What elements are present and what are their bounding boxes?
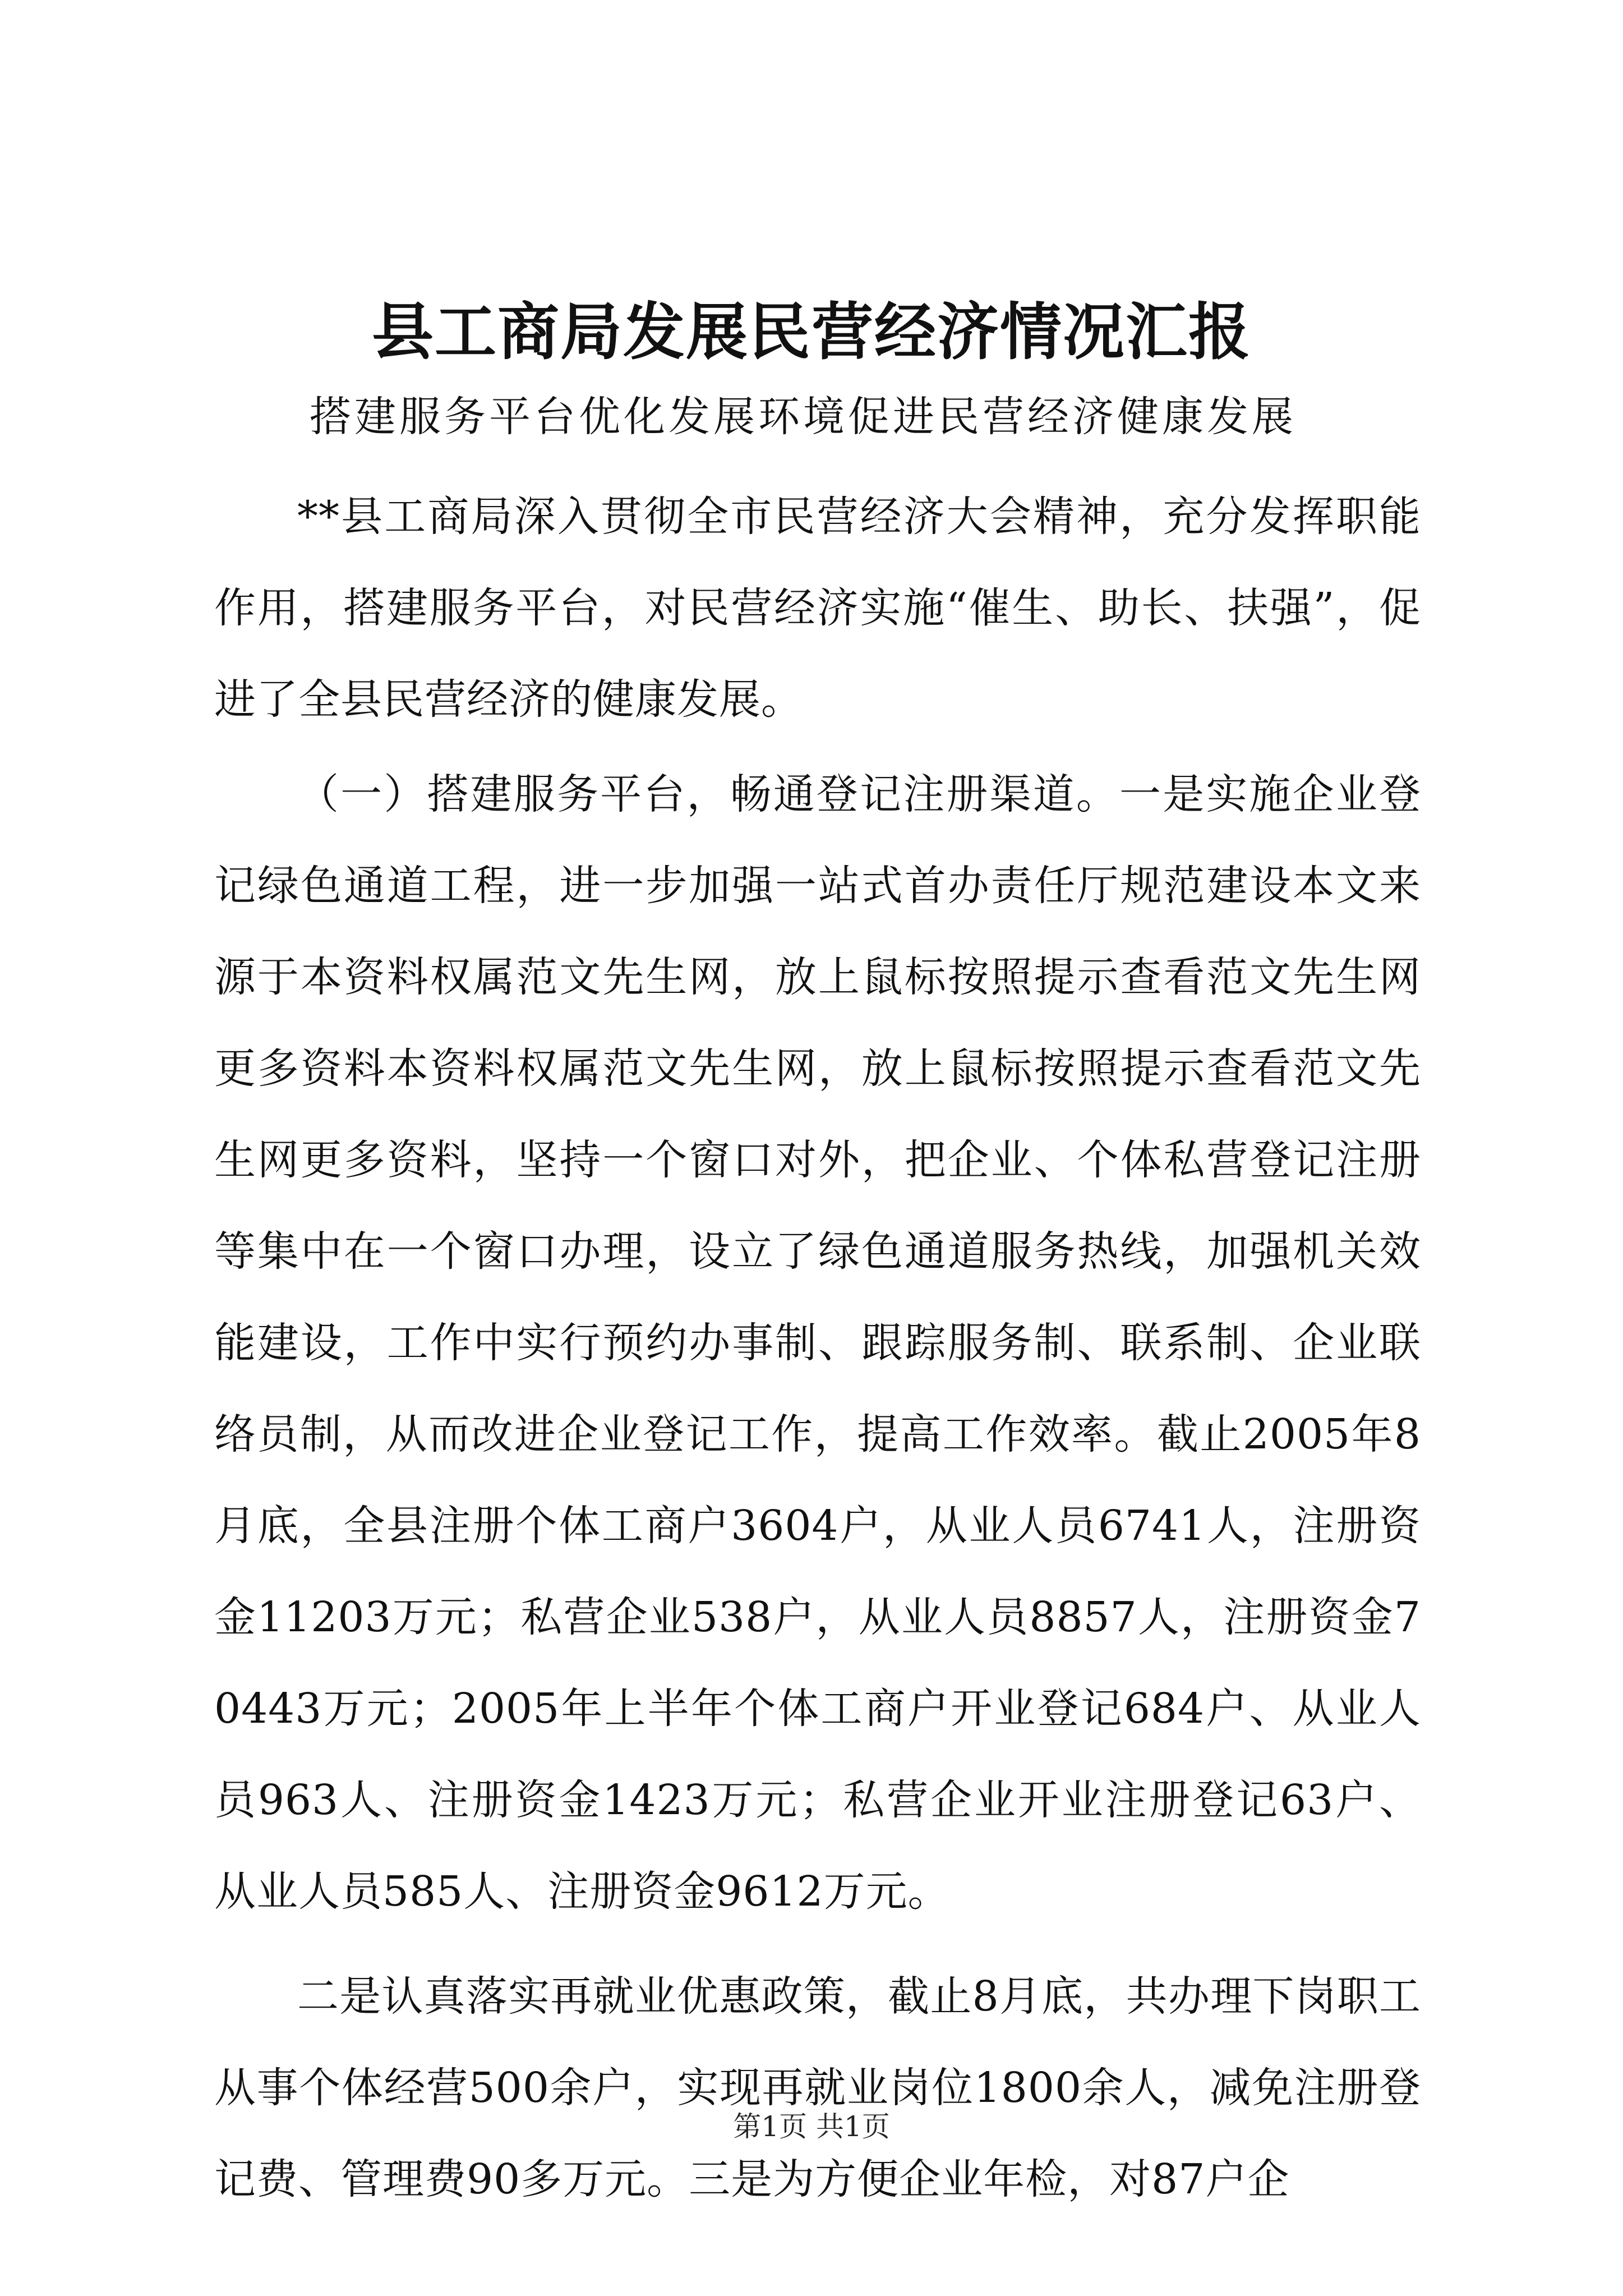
paragraph-section-2: 二是认真落实再就业优惠政策，截止8月底，共办理下岗职工从事个体经营500余户，实现再就业岗位1800余人，减免注册登记费、管理费90多万元。三是为方便企业年检，对87户企 bbox=[214, 1972, 1421, 2203]
paragraph-intro: **县工商局深入贯彻全市民营经济大会精神，充分发挥职能作用，搭建服务平台，对民营经济实施“催生、助长、扶强”，促进了全县民营经济的健康发展。 bbox=[214, 493, 1421, 724]
document-body bbox=[214, 471, 1421, 2239]
paragraph-section-1: （一）搭建服务平台，畅通登记注册渠道。一是实施企业登记绿色通道工程，进一步加强一站式首办责任厅规范建设本文来源于本资料权属范文先生网，放上鼠标按照提示查看范文先生网更多资料本资料权属范文先生网，放上鼠标按照提示查看范文先生网更多资料，坚持一个窗口对外，把企业、个体私营登记注册等集中在一个窗口办理，设立了绿色通道服务热线，加强机关效能建设，工作中实行预约办事制、跟踪服务制、联系制、企业联络员制，从而改进企业登记工作，提高工作效率。截止2005年8月底，全县注册个体工商户3604户，从业人员6741人，注册资金11203万元；私营企业538户，从业人员8857人，注册资金70443万元；2005年上半年个体工商户开业登记684户、从业人员963人、注册资金1423万元；私营企业开业注册登记63户、从业人员585人、注册资金9612万元。 bbox=[214, 770, 1421, 1916]
page-number-footer: 第1页 共1页 bbox=[733, 2110, 890, 2143]
document-subtitle: 搭建服务平台优化发展环境促进民营经济健康发展 bbox=[310, 393, 1297, 441]
document-title: 县工商局发展民营经济情况汇报 bbox=[372, 296, 1251, 368]
